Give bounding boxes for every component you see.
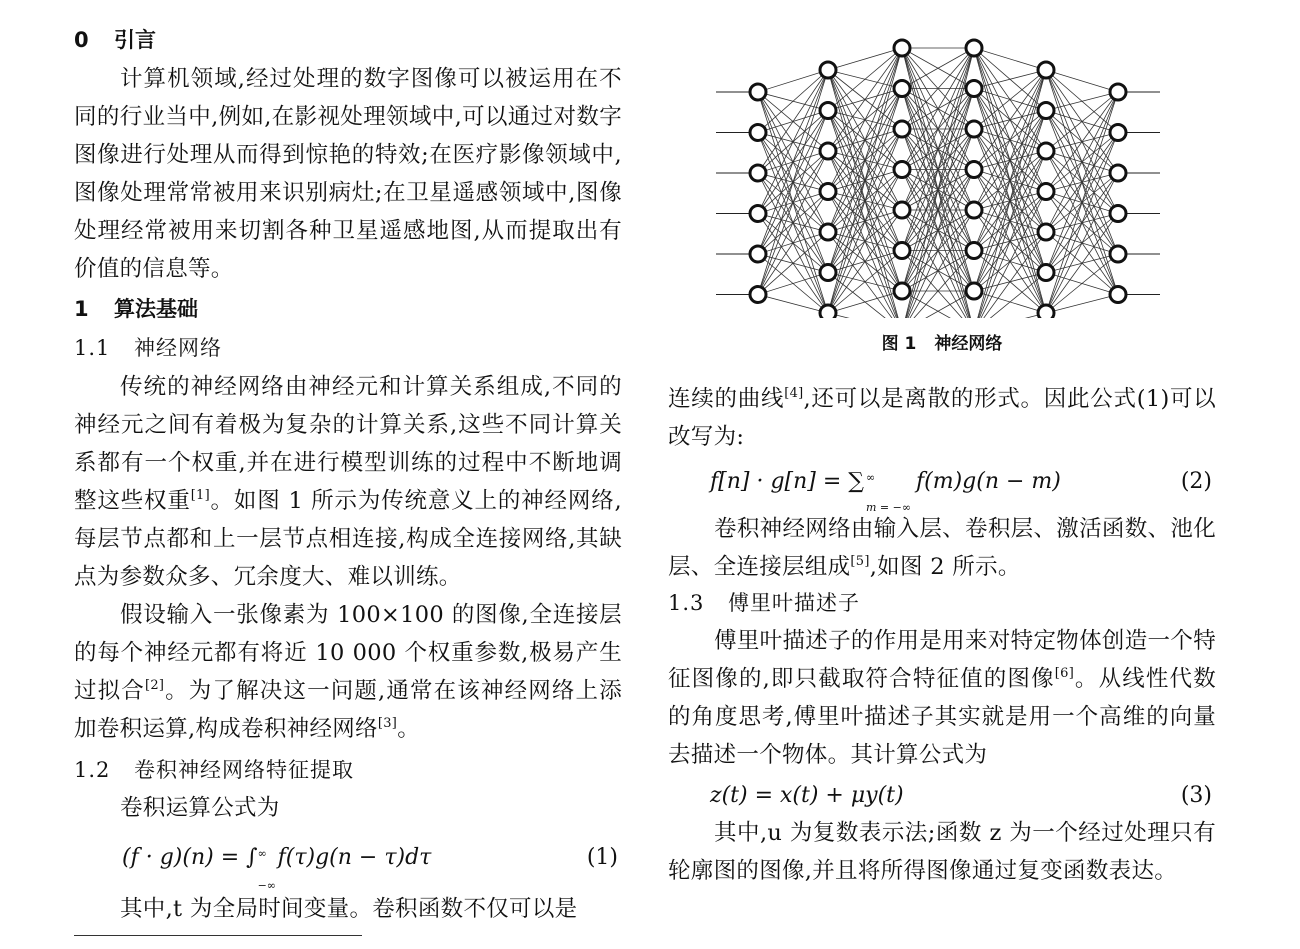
equation-text: f[n] · g[n] = ∑ [710, 469, 864, 494]
paragraph-conv-var: 其中,t 为全局时间变量。卷积函数不仅可以是 [120, 896, 578, 922]
neuron-node [966, 243, 982, 259]
equation-number: (2) [1180, 469, 1212, 494]
upper-limit: ∞ [257, 847, 267, 860]
connection-edge [1046, 92, 1118, 313]
paragraph-discrete [668, 380, 1216, 456]
equation-2 [668, 464, 1216, 514]
connection-edge [758, 70, 828, 254]
equation-text: (f · g)(n) = ∫ [122, 845, 258, 870]
citation-5[interactable]: [5] [850, 554, 870, 569]
connection-edge [828, 48, 902, 313]
text-run: 。 [397, 716, 420, 742]
connection-edge [828, 48, 902, 151]
subsection-title: 神经网络 [134, 336, 222, 360]
subsection-title: 傅里叶描述子 [728, 591, 860, 615]
connection-edge [758, 70, 828, 173]
connection-edge [974, 48, 1046, 70]
neuron-node [750, 165, 766, 181]
section-number: 1 [74, 297, 89, 321]
citation-1[interactable]: [1] [190, 488, 211, 503]
neuron-node [894, 81, 910, 97]
neuron-node [1110, 287, 1126, 303]
neuron-node [820, 103, 836, 119]
connection-edge [974, 70, 1046, 210]
neuron-node [966, 40, 982, 56]
citation-2[interactable]: [2] [144, 678, 165, 693]
section-title: 算法基础 [114, 297, 198, 321]
text-run: 傅里叶描述子的作用是用来对特定物体创造一个特征图像的,即只截取符合特征值的图像 [668, 628, 1216, 692]
neuron-node [820, 265, 836, 281]
neuron-node [1038, 62, 1054, 78]
neuron-node [894, 121, 910, 137]
text-run: 假设输入一张像素为 100×100 的图像,全连接层的每个神经元都有将近 10 000 个权重参数,极易产生过拟合 [74, 602, 622, 704]
neuron-node [1038, 143, 1054, 159]
connection-edge [1046, 92, 1118, 232]
paragraph-overfitting [74, 596, 622, 748]
neuron-node [820, 62, 836, 78]
figure-label: 图 1 [881, 334, 917, 354]
neuron-node [966, 283, 982, 299]
citation-4[interactable]: [4] [784, 386, 804, 401]
subsection-heading-cnn [74, 755, 354, 785]
neuron-node [1038, 305, 1054, 318]
neuron-node [1110, 84, 1126, 100]
text-run: 。为了解决这一问题,通常在该神经网络上添加卷积运算,构成卷积神经网络 [74, 678, 623, 742]
subsection-number: 1.2 [74, 758, 111, 782]
paragraph-fourier-vars: 其中,u 为复数表示法;函数 z 为一个经过处理只有轮廓图的图像,并且将所得图像通过复变函数表达。 [668, 820, 1216, 884]
paragraph-cnn-structure [668, 510, 1216, 586]
neuron-node [894, 243, 910, 259]
subsection-number: 1.1 [74, 336, 111, 360]
neuron-node [966, 121, 982, 137]
upper-limit: ∞ [866, 471, 876, 484]
connection-edge [1046, 173, 1118, 313]
neuron-node [750, 246, 766, 262]
text-run: 传统的神经网络由神经元和计算关系组成,不同的神经元之间有着极为复杂的计算关系,这些不同计算关系都有一个权重,并在进行模型训练的过程中不断地调整这些权重 [74, 374, 622, 514]
text-run: 。从线性代数的角度思考,傅里叶描述子其实就是用一个高维的向量去描述一个物体。其计算公式为 [668, 666, 1216, 768]
connection-edge [758, 111, 828, 295]
paragraph-intro: 计算机领域,经过处理的数字图像可以被运用在不同的行业当中,例如,在影视处理领域中,可以通过对数字图像进行处理从而得到惊艳的特效;在医疗影像领域中,图像处理常常被用来识别病灶;在卫星遥感领域中,图像处理经常被用来切割各种卫星遥感地图,从而提取出有价值的信息等。 [74, 66, 622, 282]
subsection-title: 卷积神经网络特征提取 [134, 758, 354, 782]
citation-3[interactable]: [3] [377, 716, 398, 731]
figure-title: 神经网络 [934, 334, 1003, 354]
subsection-heading-nn [74, 333, 222, 363]
section-heading-basics [74, 294, 198, 324]
neuron-node [1110, 206, 1126, 222]
neuron-node [1110, 246, 1126, 262]
neuron-node [894, 283, 910, 299]
section-number: 0 [74, 28, 89, 52]
neuron-node [1038, 265, 1054, 281]
paragraph-fourier [668, 622, 1216, 774]
text-run: 卷积神经网络由输入层、卷积层、激活函数、池化层、全连接层组成 [668, 516, 1216, 580]
lower-limit: m = −∞ [866, 501, 912, 514]
neuron-node [966, 162, 982, 178]
integral-limits [257, 847, 278, 892]
neuron-node [894, 202, 910, 218]
neuron-node [750, 125, 766, 141]
connection-edge [828, 313, 902, 318]
neuron-node [820, 184, 836, 200]
neuron-node [894, 162, 910, 178]
equation-3 [668, 778, 1216, 814]
neuron-node [966, 202, 982, 218]
neuron-node [820, 305, 836, 318]
neuron-node [1038, 103, 1054, 119]
equation-1-body [122, 840, 432, 892]
neuron-node [966, 81, 982, 97]
neuron-node [1110, 125, 1126, 141]
connection-edge [828, 48, 902, 70]
paragraph-nn [74, 368, 622, 596]
neuron-node [1038, 184, 1054, 200]
equation-1 [74, 840, 622, 892]
connection-edge [758, 70, 828, 92]
neuron-node [1038, 224, 1054, 240]
equation-3-body: z(t) = x(t) + μy(t) [710, 783, 904, 808]
neuron-node [750, 84, 766, 100]
connection-edge [1046, 70, 1118, 92]
equation-2-body [710, 464, 1061, 514]
citation-6[interactable]: [6] [1054, 666, 1075, 681]
equation-text: f(τ)g(n − τ)dτ [277, 845, 432, 870]
paragraph-conv-formula-intro: 卷积运算公式为 [120, 795, 280, 821]
neuron-node [750, 287, 766, 303]
footnote-rule [74, 935, 362, 936]
connection-edge [828, 48, 902, 232]
neuron-node [894, 40, 910, 56]
equation-number: (1) [586, 845, 618, 870]
figure-caption [668, 330, 1216, 358]
neuron-node [820, 224, 836, 240]
section-heading-intro [74, 25, 156, 55]
neuron-node [750, 206, 766, 222]
text-run: ,如图 2 所示。 [869, 554, 1021, 580]
connection-edge [974, 70, 1046, 291]
text-run: ,还可以是离散的形式。因此公式(1)可以改写为: [668, 386, 1216, 450]
neuron-node [820, 143, 836, 159]
lower-limit: −∞ [257, 879, 276, 892]
sum-limits [864, 471, 916, 514]
text-run: 。如图 1 所示为传统意义上的神经网络,每层节点都和上一层节点相连接,构成全连接网络,其缺点为参数众多、冗余度大、难以训练。 [74, 488, 622, 590]
neural-network-figure [708, 28, 1168, 318]
connection-edge [828, 129, 902, 313]
subsection-number: 1.3 [668, 591, 705, 615]
text-run: 连续的曲线 [668, 386, 785, 412]
neuron-node [1110, 165, 1126, 181]
equation-number: (3) [1180, 783, 1212, 808]
subsection-heading-fourier [668, 588, 860, 618]
equation-text: f(m)g(n − m) [916, 469, 1061, 494]
section-title: 引言 [114, 28, 156, 52]
